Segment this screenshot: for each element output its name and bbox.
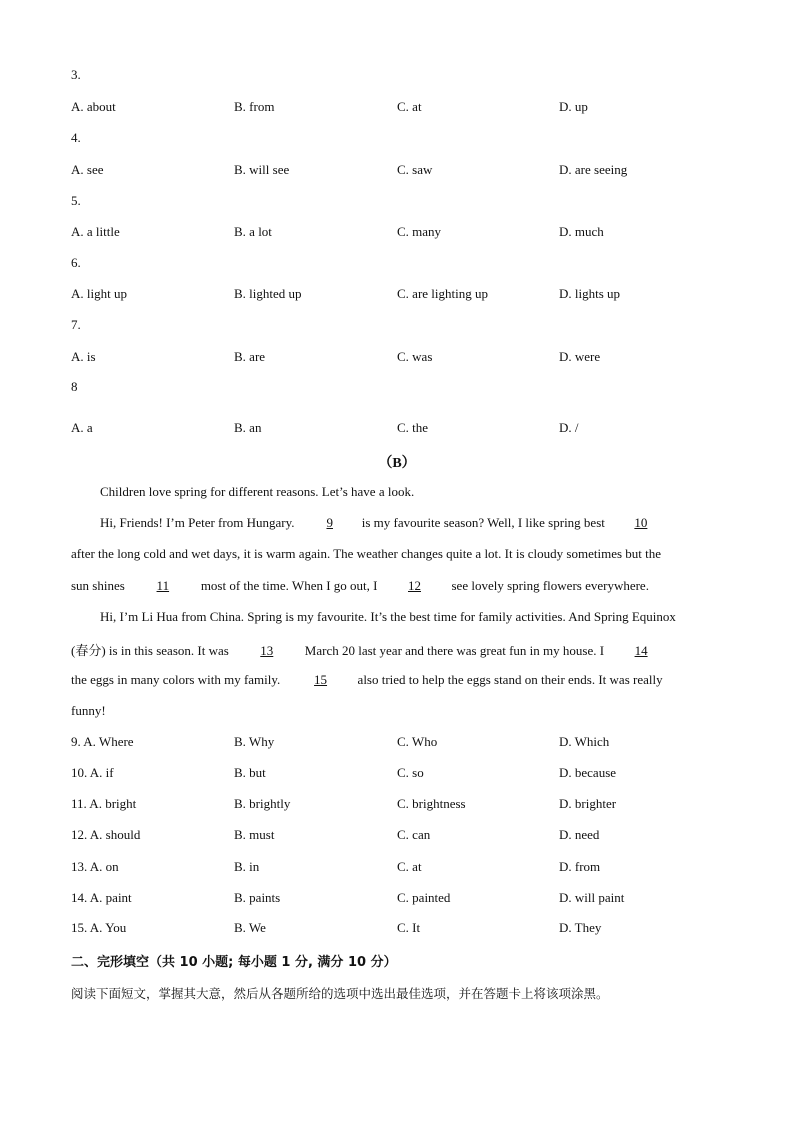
blank-14: 14 [634, 643, 648, 658]
passage-text: also tried to help the eggs stand on their ends. It was really [357, 672, 663, 687]
option-a: 13. A. on [71, 859, 119, 874]
option-a: A. a [71, 420, 93, 435]
blank-11: 11 [156, 578, 170, 593]
option-c: C. It [397, 920, 421, 935]
option-b: B. We [234, 920, 266, 935]
option-d: D. will paint [559, 890, 625, 905]
option-c: C. saw [397, 162, 433, 177]
option-a: A. light up [71, 286, 127, 301]
option-b: B. but [234, 765, 266, 780]
option-c: C. can [397, 827, 431, 842]
option-c: C. so [397, 765, 424, 780]
blank-12: 12 [408, 578, 421, 593]
question-number: 4. [71, 130, 81, 145]
option-d: D. Which [559, 734, 610, 749]
option-a: A. is [71, 349, 96, 364]
option-a: 10. A. if [71, 765, 114, 780]
option-c: C. brightness [397, 796, 466, 811]
option-b: B. must [234, 827, 275, 842]
question-number: 3. [71, 67, 81, 82]
option-b: B. lighted up [234, 286, 302, 301]
blank-13: 13 [260, 643, 274, 658]
passage-line [71, 578, 649, 594]
option-b: B. Why [234, 734, 275, 749]
question-number: 5. [71, 193, 81, 208]
option-c: C. painted [397, 890, 451, 905]
option-b: B. paints [234, 890, 281, 905]
passage-text: most of the time. When I go out, I [200, 578, 378, 593]
passage-line [71, 672, 663, 688]
option-d: D. brighter [559, 796, 617, 811]
section-two-instruction: 阅读下面短文，掌握其大意，然后从各题所给的选项中选出最佳选项，并在答题卡上将该项涂黑。 [71, 986, 609, 1001]
option-a: 15. A. You [71, 920, 127, 935]
passage-line [100, 515, 677, 531]
blank-10: 10 [634, 515, 648, 530]
passage-line: Hi, I’m Li Hua from China. Spring is my favourite. It’s the best time for family activities. And Spring Equinox [100, 609, 676, 624]
option-d: D. need [559, 827, 600, 842]
passage-text: the eggs in many colors with my family. [71, 672, 284, 687]
blank-15: 15 [314, 672, 328, 687]
passage-line: funny! [71, 703, 106, 718]
option-c: C. the [397, 420, 429, 435]
option-a: A. see [71, 162, 104, 177]
passage-text: March 20 last year and there was great fun in my house. I [304, 643, 605, 658]
section-two-heading: 二、完形填空（共 10 小题; 每小题 1 分, 满分 10 分） [71, 955, 397, 970]
option-a: 9. A. Where [71, 734, 134, 749]
option-c: C. are lighting up [397, 286, 488, 301]
passage-text: Hi, Friends! I’m Peter from Hungary. [100, 515, 298, 530]
option-a: 14. A. paint [71, 890, 132, 905]
passage-text: is my favourite season? Well, I like spring best [361, 515, 605, 530]
option-d: D. are seeing [559, 162, 628, 177]
option-d: D. because [559, 765, 617, 780]
passage-text: sun shines [71, 578, 125, 593]
option-d: D. up [559, 99, 588, 114]
option-b: B. from [234, 99, 275, 114]
question-number: 6. [71, 255, 81, 270]
option-b: B. are [234, 349, 266, 364]
option-d: D. They [559, 920, 602, 935]
question-number: 8 [71, 379, 78, 394]
blank-9: 9 [326, 515, 333, 530]
passage-line [71, 640, 678, 659]
passage-text: (春分) is in this season. It was [71, 643, 229, 658]
option-c: C. at [397, 859, 422, 874]
option-a: 12. A. should [71, 827, 141, 842]
option-c: C. at [397, 99, 422, 114]
option-d: D. much [559, 224, 604, 239]
option-b: B. brightly [234, 796, 291, 811]
passage-intro: Children love spring for different reasons. Let’s have a look. [100, 484, 415, 499]
option-d: D. from [559, 859, 601, 874]
section-b-title: （B） [378, 456, 416, 471]
option-c: C. many [397, 224, 442, 239]
passage-text: see lovely spring flowers everywhere. [451, 578, 649, 593]
option-d: D. were [559, 349, 601, 364]
question-number: 7. [71, 317, 81, 332]
option-b: B. in [234, 859, 260, 874]
option-c: C. Who [397, 734, 438, 749]
option-d: D. lights up [559, 286, 621, 301]
option-a: 11. A. bright [71, 796, 137, 811]
passage-line: after the long cold and wet days, it is warm again. The weather changes quite a lot. It is cloudy sometimes but the [71, 546, 662, 561]
option-a: A. about [71, 99, 116, 114]
option-b: B. an [234, 420, 262, 435]
option-d: D. / [559, 420, 579, 435]
option-b: B. a lot [234, 224, 272, 239]
option-c: C. was [397, 349, 433, 364]
option-b: B. will see [234, 162, 290, 177]
option-a: A. a little [71, 224, 120, 239]
